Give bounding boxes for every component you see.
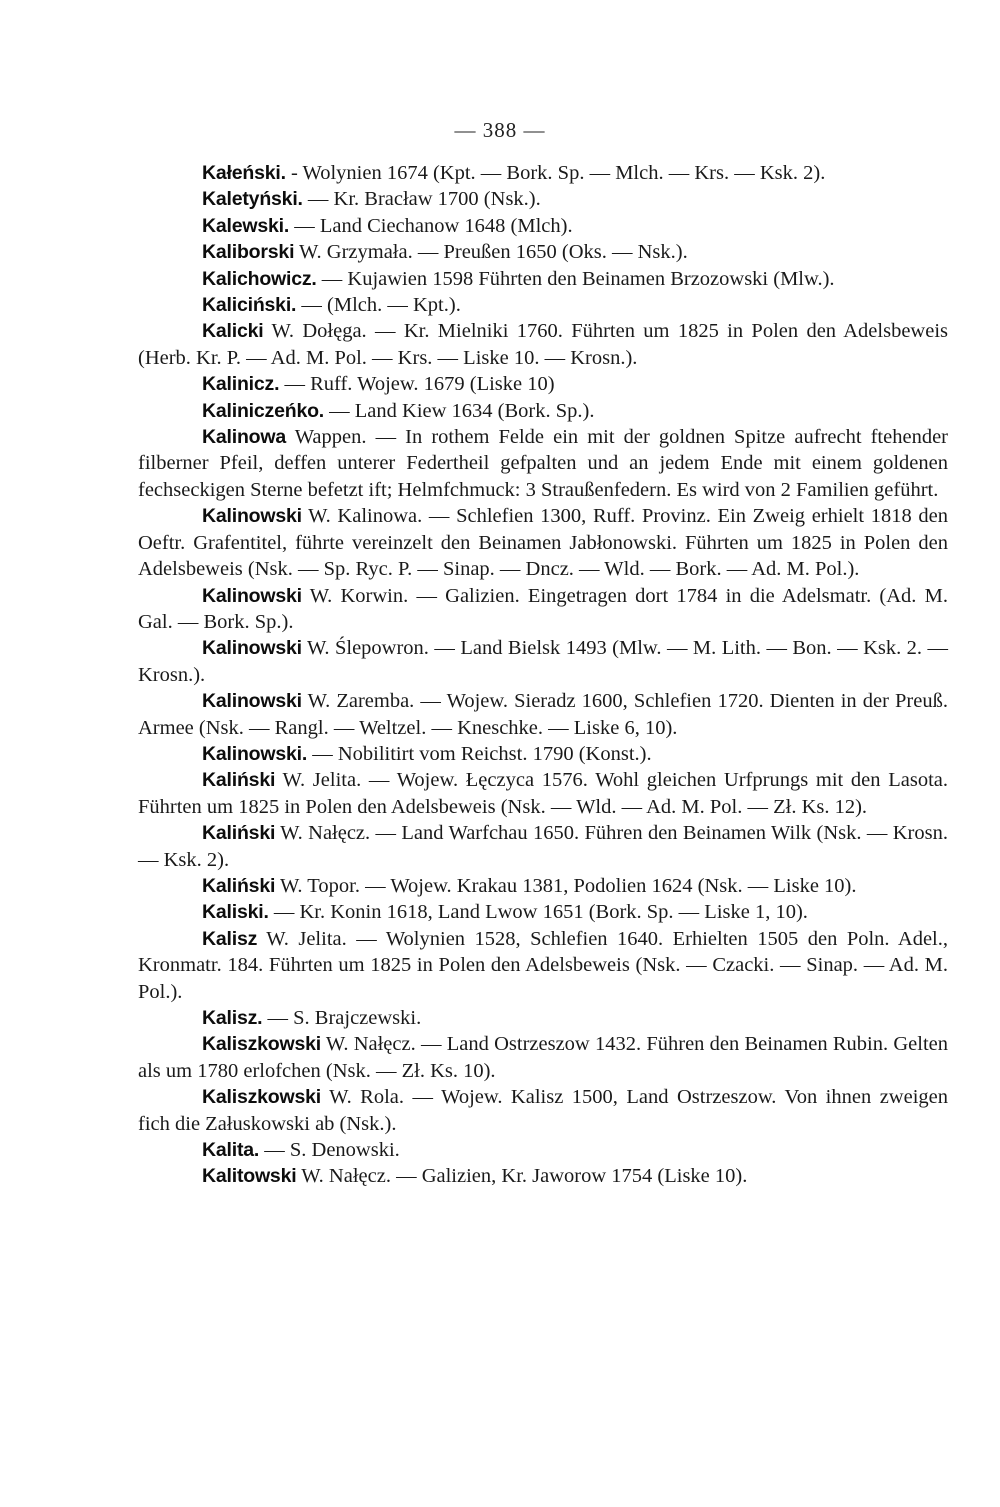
entry-text: — Kr. Konin 1618, Land Lwow 1651 (Bork. Sp. — Liske 1, 10). (268, 901, 808, 924)
entry-text: — S. Denowski. (259, 1139, 400, 1162)
entry (138, 635, 948, 688)
entry-text: W. Topor. — Wojew. Krakau 1381, Podolien 1624 (Nsk. — Liske 10). (275, 874, 857, 897)
entries-text (138, 160, 948, 1190)
entry (138, 160, 948, 186)
entry-text: W. Jelita. — Wolynien 1528, Schlefien 1640. Erhielten 1505 den Poln. Adel., Kronmatr. 184. Führten um 1825 in Polen den Adelsbeweis (Nsk. — Czacki. — Sinap. — Ad. M. Pol.). (138, 927, 948, 1003)
entry (138, 741, 948, 767)
entry (138, 583, 948, 636)
entry-text: W. Kalinowa. — Schlefien 1300, Ruff. Provinz. Ein Zweig erhielt 1818 den Oeftr. Grafentitel, führte vereinzelt den Beinamen Jabłonowski. Führten um 1825 in Polen den Adelsbeweis (Nsk. — Sp. Ryc. P. — Sinap. — Dncz. — Wld. — Bork. — Ad. M. Pol.). (138, 505, 948, 581)
entry (138, 186, 948, 212)
entry-name: Kalicki (202, 320, 264, 343)
entry-name: Kałeński. (202, 162, 286, 184)
entry (138, 398, 948, 424)
entry (138, 688, 948, 741)
entry-name: Kalinowski (202, 690, 302, 713)
entry (138, 1163, 948, 1189)
entry-name: Kalewski. (202, 214, 290, 237)
entry (138, 899, 948, 925)
entry-name: Kaliszkowski (202, 1086, 321, 1109)
entry-name: Kaliski. (202, 901, 269, 924)
entry-text: W. Grzymała. — Preußen 1650 (Oks. — Nsk.). (294, 241, 688, 264)
entry-text: — Kr. Bracław 1700 (Nsk.). (302, 188, 541, 211)
entry-name: Kaliński (202, 822, 276, 845)
entry-text: — S. Brajczewski. (262, 1007, 422, 1029)
entry (138, 926, 948, 1005)
entry-text: W. Ślepowron. — Land Bielsk 1493 (Mlw. — M. Lith. — Bon. — Ksk. 2. — Krosn.). (138, 637, 948, 686)
entry-text: W. Dołęga. — Kr. Mielniki 1760. Führten um 1825 in Polen den Adelsbeweis (Herb. Kr. P. — Ad. M. Pol. — Krs. — Liske 10. — Krosn.). (138, 320, 948, 369)
entry-name: Kaliborski (202, 241, 295, 264)
entry (138, 318, 948, 371)
entry (138, 239, 948, 265)
entry-name: Kalinowski (202, 505, 302, 528)
entry (138, 292, 948, 318)
entry-text: W. Rola. — Wojew. Kalisz 1500, Land Ostrzeszow. Von ihnen zweigen fich die Załuskowski ab (Nsk.). (138, 1086, 948, 1135)
entry (138, 1005, 948, 1031)
entry (138, 213, 948, 239)
entry-name: Kaliniczeńko. (202, 399, 325, 422)
entry (138, 820, 948, 873)
entry-text: W. Nałęcz. — Land Ostrzeszow 1432. Führen den Beinamen Rubin. Gelten als um 1780 erlofchen (Nsk. — Zł. Ks. 10). (138, 1033, 948, 1082)
entry-name: Kaliszkowski (202, 1033, 321, 1056)
entry-name: Kalichowicz. (202, 267, 317, 290)
entry-name: Kalinowski (202, 637, 302, 660)
page-number: — 388 — (454, 118, 546, 142)
entry-text: — Nobilitirt vom Reichst. 1790 (Konst.). (307, 742, 652, 765)
entry-name: Kaliński (202, 769, 276, 792)
entry-text: — (Mlch. — Kpt.). (296, 294, 461, 317)
entry-name: Kalinowa (202, 426, 286, 449)
entry-name: Kalinowski. (202, 742, 308, 765)
entry (138, 1031, 948, 1084)
entry (138, 1137, 948, 1163)
entry (138, 266, 948, 292)
entry-text: W. Jelita. — Wojew. Łęczyca 1576. Wohl gleichen Urfprungs mit den Lasota. Führten um 1825 in Polen den Adelsbeweis (Nsk. — Wld. — Ad. M. Pol. — Zł. Ks. 12). (138, 769, 948, 818)
entry-text: — Kujawien 1598 Führten den Beinamen Brzozowski (Mlw.). (316, 267, 835, 290)
entry-name: Kaliciński. (202, 294, 297, 317)
entry-text: W. Nałęcz. — Land Warfchau 1650. Führen den Beinamen Wilk (Nsk. — Krosn. — Ksk. 2). (138, 822, 948, 871)
entry-name: Kalinowski (202, 584, 302, 607)
entry-text: W. Korwin. — Galizien. Eingetragen dort 1784 in die Adelsmatr. (Ad. M. Gal. — Bork. Sp.). (138, 584, 948, 633)
entry-text: - Wolynien 1674 (Kpt. — Bork. Sp. — Mlch. — Krs. — Ksk. 2). (285, 162, 826, 184)
entry-name: Kalisz. (202, 1007, 263, 1029)
entry-name: Kalitowski (202, 1165, 297, 1188)
entry-text: Wappen. — In rothem Felde ein mit der goldnen Spitze aufrecht ftehender filberner Pfeil, deffen unterer Federtheil gefpalten und an jedem Ende mit einem goldenen fechseckigen Sterne befetzt ift; Helmfchmuck: 3 Straußenfedern. Es wird von 2 Familien geführt. (138, 426, 948, 501)
entry-name: Kaletyński. (202, 188, 303, 211)
entry (138, 873, 948, 899)
entry (138, 503, 948, 582)
entry (138, 371, 948, 397)
entry-text: W. Zaremba. — Wojew. Sieradz 1600, Schlefien 1720. Dienten in der Preuß. Armee (Nsk. — Rangl. — Weltzel. — Kneschke. — Liske 6, 10). (138, 690, 948, 739)
entry-name: Kaliński (202, 874, 276, 897)
entry (138, 1084, 948, 1137)
entry-text: — Ruff. Wojew. 1679 (Liske 10) (279, 373, 555, 396)
entry (138, 767, 948, 820)
entry-name: Kalita. (202, 1139, 260, 1162)
entry-name: Kalinicz. (202, 373, 280, 396)
entry-text: — Land Ciechanow 1648 (Mlch). (289, 214, 573, 237)
entry-name: Kalisz (202, 927, 258, 950)
entry (138, 424, 948, 503)
entry-text: W. Nałęcz. — Galizien, Kr. Jaworow 1754 (Liske 10). (296, 1165, 748, 1188)
entry-text: — Land Kiew 1634 (Bork. Sp.). (324, 399, 595, 422)
